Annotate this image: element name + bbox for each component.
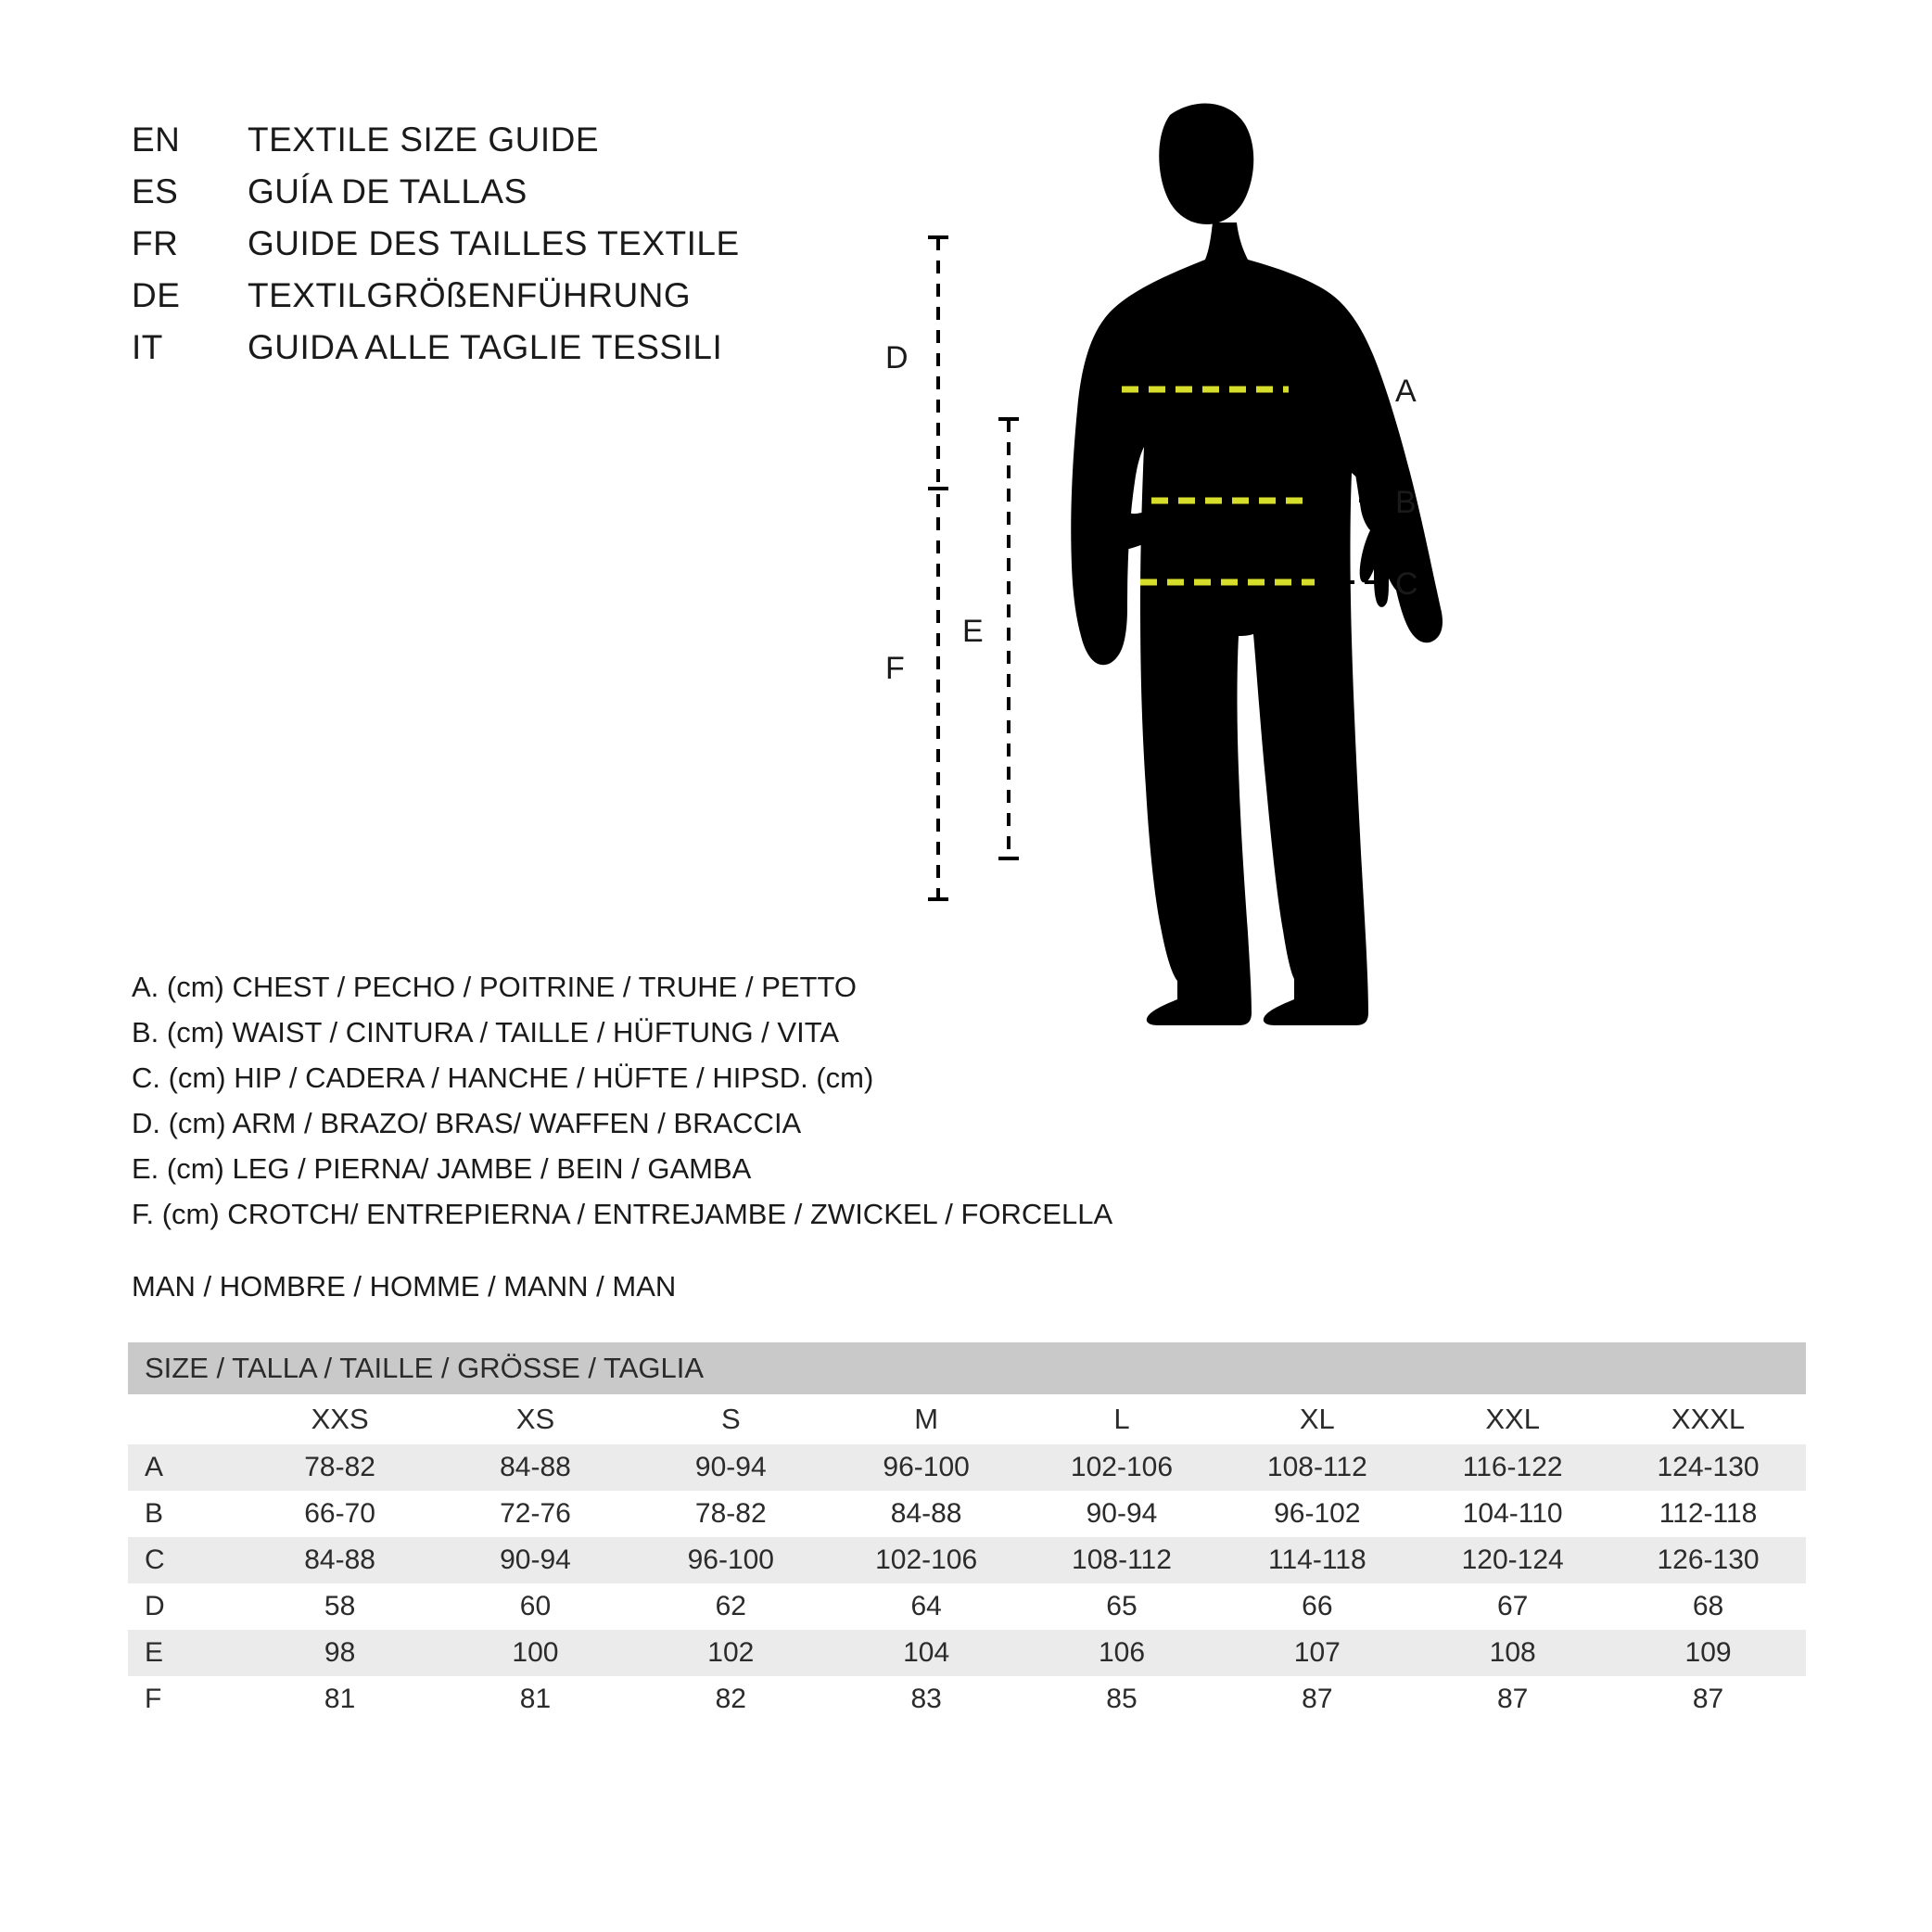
cell-f-xs: 81	[438, 1676, 633, 1722]
title-lang-fr: FR	[132, 224, 179, 262]
cell-c-xl: 114-118	[1219, 1537, 1415, 1583]
table-header-l: L	[1024, 1394, 1220, 1444]
cell-e-s: 102	[633, 1630, 829, 1676]
table-header-xxxl: XXXL	[1610, 1394, 1806, 1444]
row-label-b: B	[128, 1491, 242, 1537]
label-e: E	[962, 614, 984, 649]
table-header-xl: XL	[1219, 1394, 1415, 1444]
cell-e-xxs: 98	[242, 1630, 438, 1676]
legend-line-d: D. (cm) ARM / BRAZO/ BRAS/ WAFFEN / BRACCIA	[132, 1107, 802, 1139]
row-label-d: D	[128, 1583, 242, 1630]
table-row	[128, 1537, 1806, 1583]
title-lang-it: IT	[132, 328, 163, 366]
cell-c-s: 96-100	[633, 1537, 829, 1583]
table-header-corner	[128, 1394, 242, 1444]
man-silhouette-icon	[1071, 104, 1443, 1026]
cell-b-xxl: 104-110	[1415, 1491, 1610, 1537]
cell-c-xxs: 84-88	[242, 1537, 438, 1583]
cell-a-xxl: 116-122	[1415, 1444, 1610, 1491]
cell-d-xxl: 67	[1415, 1583, 1610, 1630]
cell-c-l: 108-112	[1024, 1537, 1220, 1583]
cell-c-xs: 90-94	[438, 1537, 633, 1583]
row-label-e: E	[128, 1630, 242, 1676]
legend-block	[132, 964, 1198, 1237]
cell-d-l: 65	[1024, 1583, 1220, 1630]
cell-f-xxxl: 87	[1610, 1676, 1806, 1722]
title-row	[132, 276, 966, 328]
title-block	[132, 121, 966, 380]
title-text-es: GUÍA DE TALLAS	[248, 172, 527, 210]
table-row	[128, 1491, 1806, 1537]
legend-line-f: F. (cm) CROTCH/ ENTREPIERNA / ENTREJAMBE / ZWICKEL / FORCELLA	[132, 1198, 1113, 1230]
label-f: F	[885, 651, 905, 686]
table-header-m: M	[829, 1394, 1024, 1444]
table-row	[128, 1444, 1806, 1491]
cell-f-xxs: 81	[242, 1676, 438, 1722]
cell-e-m: 104	[829, 1630, 1024, 1676]
cell-e-xxl: 108	[1415, 1630, 1610, 1676]
title-text-en: TEXTILE SIZE GUIDE	[248, 121, 600, 159]
title-lang-es: ES	[132, 172, 179, 210]
cell-d-m: 64	[829, 1583, 1024, 1630]
cell-d-s: 62	[633, 1583, 829, 1630]
cell-f-l: 85	[1024, 1676, 1220, 1722]
cell-f-s: 82	[633, 1676, 829, 1722]
title-lang-de: DE	[132, 276, 181, 314]
row-label-c: C	[128, 1537, 242, 1583]
title-text-fr: GUIDE DES TAILLES TEXTILE	[248, 224, 740, 262]
table-header-xxs: XXS	[242, 1394, 438, 1444]
cell-a-xxs: 78-82	[242, 1444, 438, 1491]
label-c: C	[1395, 566, 1418, 602]
cell-d-xxs: 58	[242, 1583, 438, 1630]
title-lang-en: EN	[132, 121, 181, 159]
cell-e-xl: 107	[1219, 1630, 1415, 1676]
title-row	[132, 224, 966, 276]
cell-d-xl: 66	[1219, 1583, 1415, 1630]
cell-a-xxxl: 124-130	[1610, 1444, 1806, 1491]
table-header-row	[128, 1394, 1806, 1444]
cell-b-m: 84-88	[829, 1491, 1024, 1537]
cell-a-xl: 108-112	[1219, 1444, 1415, 1491]
cell-a-s: 90-94	[633, 1444, 829, 1491]
label-a: A	[1395, 374, 1417, 409]
gender-label: MAN / HOMBRE / HOMME / MANN / MAN	[132, 1270, 677, 1303]
legend-line-e: E. (cm) LEG / PIERNA/ JAMBE / BEIN / GAMBA	[132, 1152, 752, 1185]
title-row	[132, 328, 966, 380]
table-row	[128, 1676, 1806, 1722]
table-header-xxl: XXL	[1415, 1394, 1610, 1444]
table-row	[128, 1583, 1806, 1630]
cell-e-xxxl: 109	[1610, 1630, 1806, 1676]
cell-a-xs: 84-88	[438, 1444, 633, 1491]
cell-c-xxl: 120-124	[1415, 1537, 1610, 1583]
cell-e-l: 106	[1024, 1630, 1220, 1676]
cell-b-l: 90-94	[1024, 1491, 1220, 1537]
cell-d-xs: 60	[438, 1583, 633, 1630]
table-band-title: SIZE / TALLA / TAILLE / GRÖSSE / TAGLIA	[128, 1342, 1806, 1394]
table-header-s: S	[633, 1394, 829, 1444]
legend-line-a: A. (cm) CHEST / PECHO / POITRINE / TRUHE / PETTO	[132, 971, 857, 1003]
size-table	[128, 1342, 1806, 1722]
cell-b-xxxl: 112-118	[1610, 1491, 1806, 1537]
row-label-f: F	[128, 1676, 242, 1722]
title-row	[132, 172, 966, 224]
legend-line-c: C. (cm) HIP / CADERA / HANCHE / HÜFTE / HIPSD. (cm)	[132, 1061, 874, 1094]
cell-f-m: 83	[829, 1676, 1024, 1722]
title-text-de: TEXTILGRÖßENFÜHRUNG	[248, 276, 692, 314]
label-b: B	[1395, 485, 1417, 520]
cell-a-l: 102-106	[1024, 1444, 1220, 1491]
cell-f-xxl: 87	[1415, 1676, 1610, 1722]
title-text-it: GUIDA ALLE TAGLIE TESSILI	[248, 328, 723, 366]
cell-b-s: 78-82	[633, 1491, 829, 1537]
cell-d-xxxl: 68	[1610, 1583, 1806, 1630]
table-band-title-row	[128, 1342, 1806, 1394]
cell-a-m: 96-100	[829, 1444, 1024, 1491]
cell-c-m: 102-106	[829, 1537, 1024, 1583]
table-row	[128, 1630, 1806, 1676]
table-header-xs: XS	[438, 1394, 633, 1444]
cell-c-xxxl: 126-130	[1610, 1537, 1806, 1583]
title-row	[132, 121, 966, 172]
legend-line-b: B. (cm) WAIST / CINTURA / TAILLE / HÜFTUNG / VITA	[132, 1016, 840, 1049]
cell-b-xxs: 66-70	[242, 1491, 438, 1537]
label-d: D	[885, 340, 909, 375]
cell-e-xs: 100	[438, 1630, 633, 1676]
cell-b-xs: 72-76	[438, 1491, 633, 1537]
cell-b-xl: 96-102	[1219, 1491, 1415, 1537]
row-label-a: A	[128, 1444, 242, 1491]
cell-f-xl: 87	[1219, 1676, 1415, 1722]
